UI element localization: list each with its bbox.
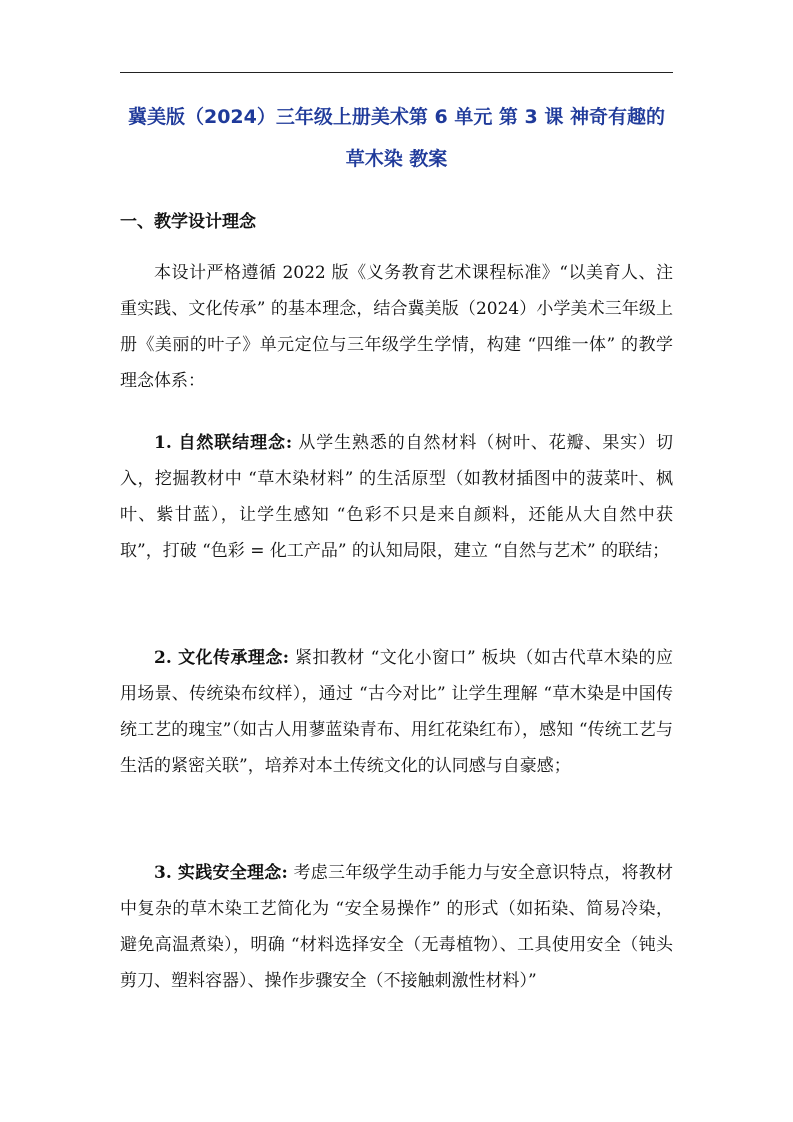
header-rule (120, 72, 673, 73)
item-label: 2. 文化传承理念: (154, 648, 290, 668)
item-label: 1. 自然联结理念: (154, 433, 293, 453)
section-heading: 一、教学设计理念 (120, 212, 256, 232)
item-cultural-heritage (120, 640, 673, 784)
intro-paragraph: 本设计严格遵循 2022 版《义务教育艺术课程标准》“以美育人、注重实践、文化传承” 的基本理念，结合冀美版（2024）小学美术三年级上册《美丽的叶子》单元定位与三年级学生学情，构建 “四维一体” 的教学理念体系： (120, 263, 673, 391)
item-natural-connection (120, 425, 673, 569)
item-text: 紧扣教材 “文化小窗口” 板块（如古代草木染的应用场景、传统染布纹样），通过 “古今对比” 让学生理解 “草木染是中国传统工艺的瑰宝”（如古人用蓼蓝染青布、用红花染红布），感知 “传统工艺与生活的紧密关联”，培养对本土传统文化的认同感与自豪感； (120, 648, 674, 776)
item-text: 考虑三年级学生动手能力与安全意识特点，将教材中复杂的草木染工艺简化为 “安全易操作” 的形式（如拓染、简易冷染，避免高温煮染），明确 “材料选择安全（无毒植物）、工具使用安全（钝头剪刀、塑料容器）、操作步骤安全（不接触刺激性材料）” (120, 863, 673, 991)
document-title: 冀美版（2024）三年级上册美术第 6 单元 第 3 课 神奇有趣的草木染 教案 (127, 106, 665, 170)
item-practice-safety (120, 855, 673, 999)
item-label: 3. 实践安全理念: (154, 863, 288, 883)
item-text: 从学生熟悉的自然材料（树叶、花瓣、果实）切入，挖掘教材中 “草木染材料” 的生活原型（如教材插图中的菠菜叶、枫叶、紫甘蓝），让学生感知 “色彩不只是来自颜料，还能从大自然中获取”，打破 “色彩 = 化工产品” 的认知局限，建立 “自然与艺术” 的联结； (120, 433, 673, 561)
